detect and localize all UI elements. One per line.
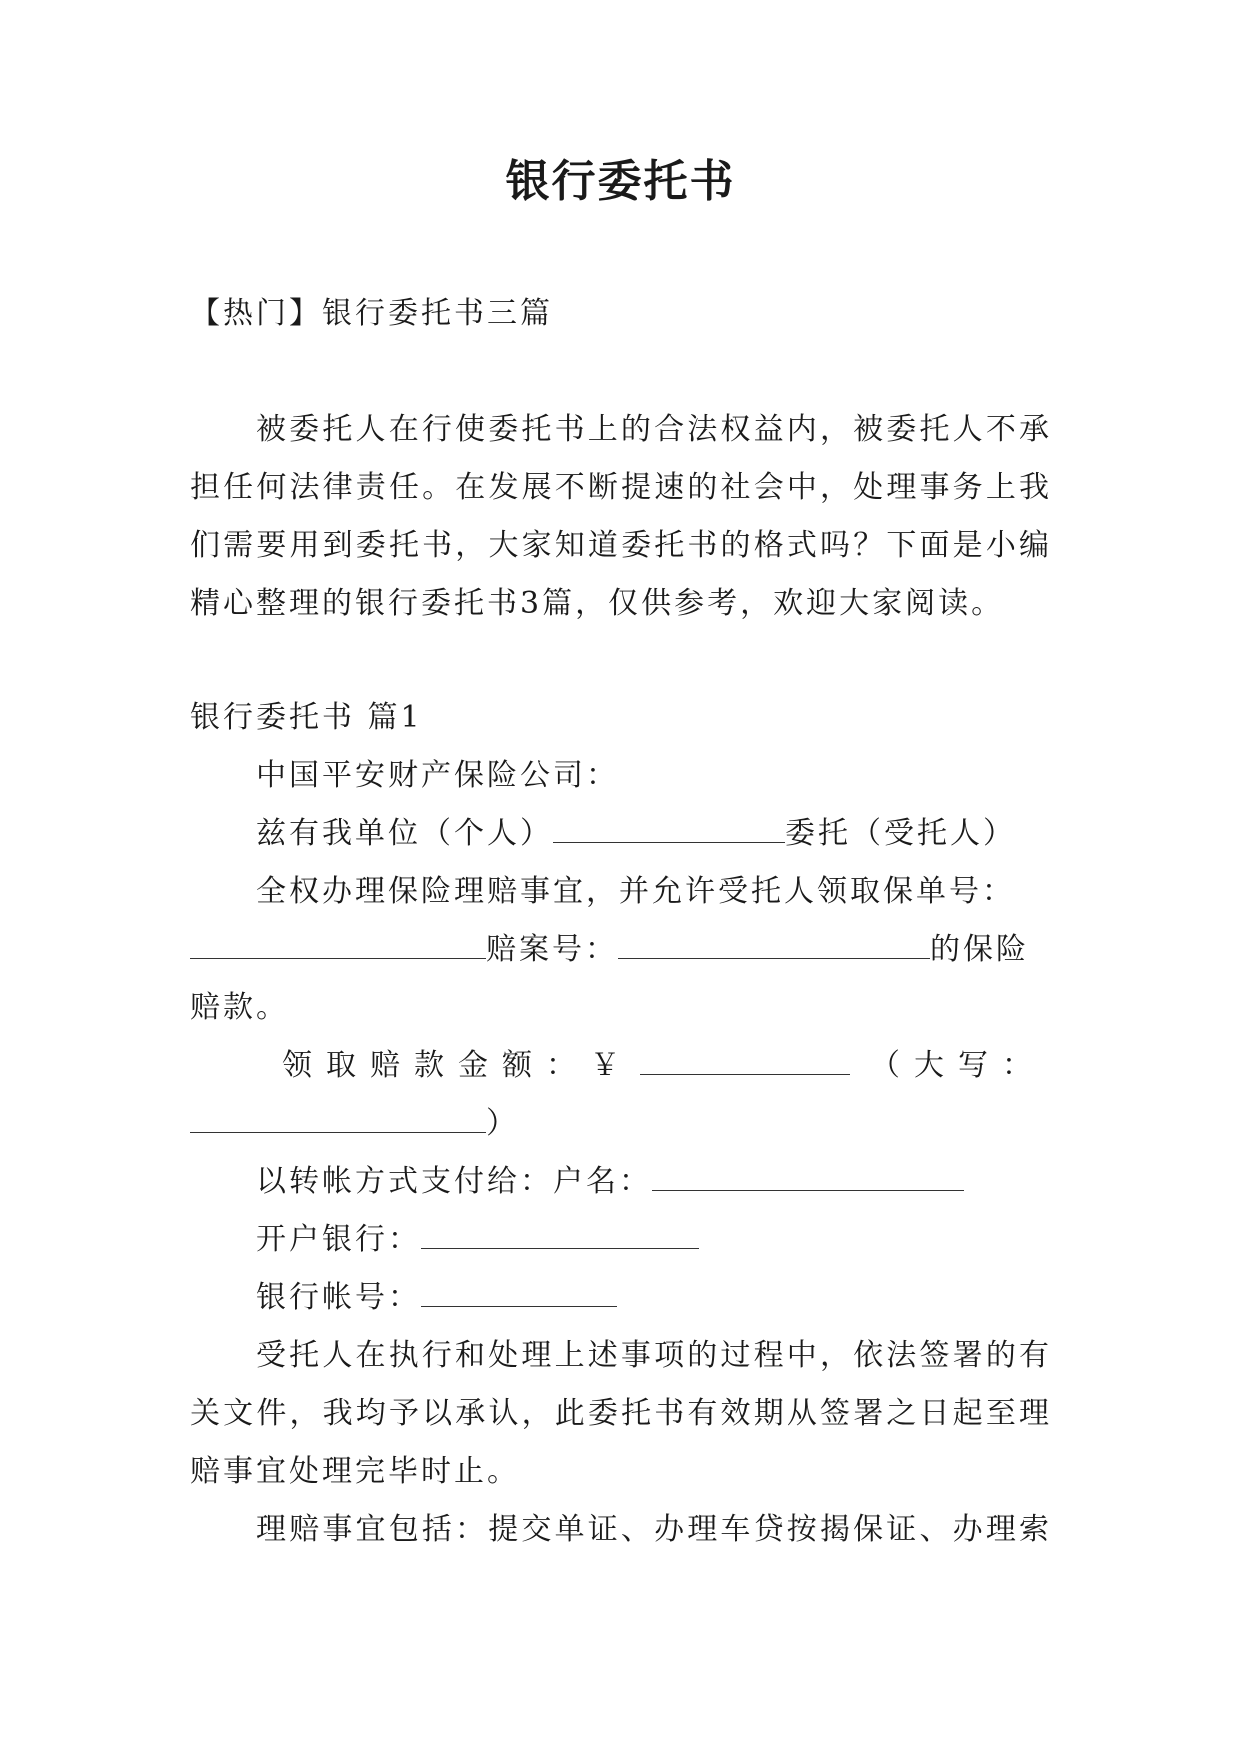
section-heading: 银行委托书 篇1 — [190, 700, 423, 735]
amount-line — [282, 1044, 1052, 1088]
intro-line-2: 担任何法律责任。在发展不断提速的社会中，处理事务上我 — [190, 470, 1052, 505]
addressee: 中国平安财产保险公司： — [256, 758, 619, 793]
bank-blank[interactable] — [421, 1222, 699, 1249]
amount-label: 领取赔款金额：￥ — [282, 1048, 634, 1083]
ack-line-1: 受托人在执行和处理上述事项的过程中，依法签署的有 — [256, 1338, 1052, 1373]
authority-line: 全权办理保险理赔事宜，并允许受托人领取保单号： — [256, 874, 1015, 909]
claim-suffix: 的保险 — [930, 932, 1029, 967]
claim-number-label: 赔案号： — [486, 932, 618, 967]
claim-number-blank[interactable] — [618, 932, 930, 959]
policy-number-blank[interactable] — [190, 932, 486, 959]
account-name-line — [256, 1160, 1052, 1204]
entrust-suffix: 委托（受托人） — [785, 816, 1016, 851]
ack-line-2: 关文件，我均予以承认，此委托书有效期从签署之日起至理 — [190, 1396, 1052, 1431]
claim-line — [190, 928, 1052, 972]
document-title: 银行委托书 — [505, 156, 736, 207]
compensation-line: 赔款。 — [190, 990, 289, 1025]
account-number-label: 银行帐号： — [256, 1280, 421, 1315]
amount-blank[interactable] — [640, 1048, 850, 1075]
entrust-label: 兹有我单位（个人） — [256, 816, 553, 851]
bank-label: 开户银行： — [256, 1222, 421, 1257]
account-name-label: 以转帐方式支付给：户名： — [256, 1164, 652, 1199]
intro-line-1: 被委托人在行使委托书上的合法权益内，被委托人不承 — [256, 412, 1052, 447]
subtitle: 【热门】银行委托书三篇 — [190, 296, 553, 331]
account-name-blank[interactable] — [652, 1164, 964, 1191]
intro-line-4: 精心整理的银行委托书3篇，仅供参考，欢迎大家阅读。 — [190, 586, 1005, 621]
uppercase-close: ） — [486, 1106, 519, 1141]
intro-line-3: 们需要用到委托书，大家知道委托书的格式吗？下面是小编 — [190, 528, 1052, 563]
uppercase-label: （大写： — [870, 1048, 1046, 1083]
entrust-blank[interactable] — [553, 816, 785, 843]
account-number-blank[interactable] — [421, 1280, 617, 1307]
uppercase-blank[interactable] — [190, 1106, 486, 1133]
account-number-line — [256, 1276, 1052, 1320]
uppercase-line — [190, 1102, 1052, 1146]
bank-line — [256, 1218, 1052, 1262]
entrust-line — [256, 812, 1052, 856]
ack-line-3: 赔事宜处理完毕时止。 — [190, 1454, 520, 1489]
claims-scope-line: 理赔事宜包括：提交单证、办理车贷按揭保证、办理索 — [256, 1512, 1052, 1547]
